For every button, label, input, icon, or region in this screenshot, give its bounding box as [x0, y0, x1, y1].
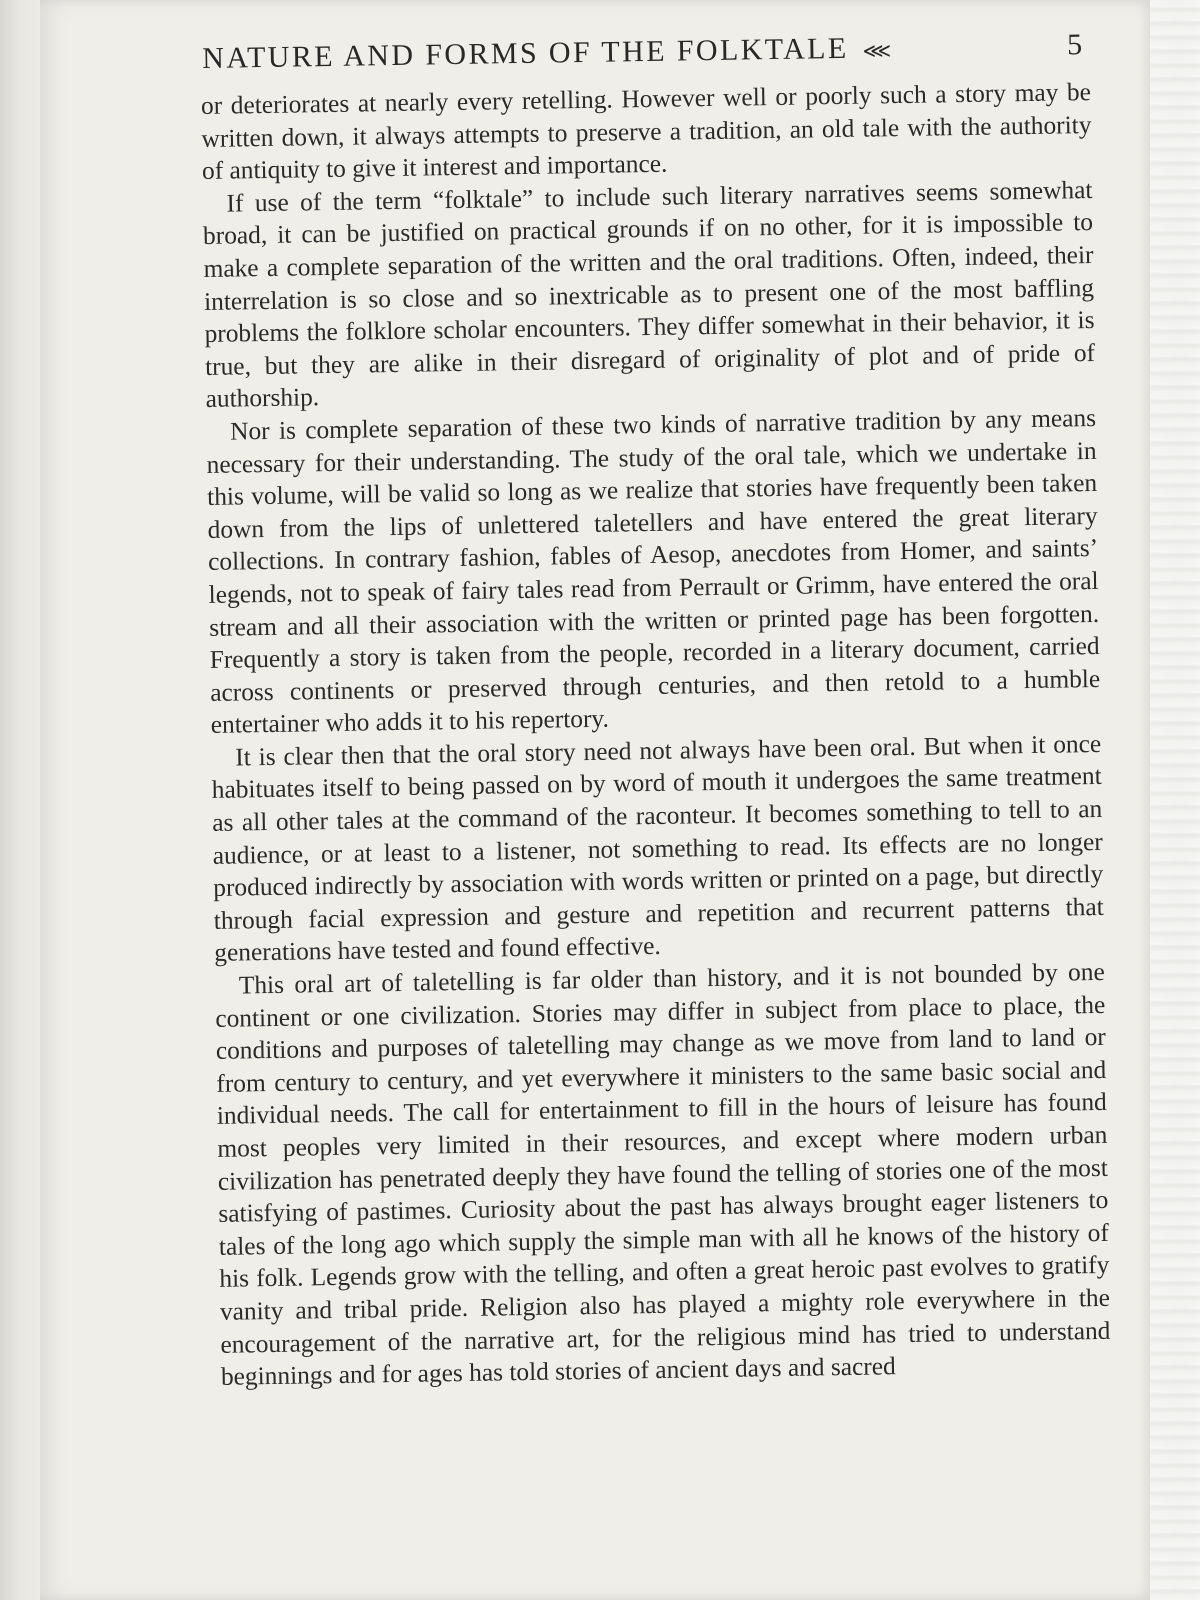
running-head: [200, 28, 1090, 76]
page-stack-edge: [1150, 0, 1200, 1600]
running-head-title: NATURE AND FORMS OF THE FOLKTALE: [201, 31, 849, 75]
paragraph-3: Nor is complete separation of these two kinds of narrative tradition by any means necessary for their understanding. The study of the oral tale, which we undertake in this volume, will be valid so long as we realize that stories have frequently been taken down from the lips of unlettered taletellers and have entered the great literary collections. In contrary fashion, fables of Aesop, anecdotes from Homer, and saints’ legends, not to speak of fairy tales read from Perrault or Grimm, have entered the oral stream and all their association with the written or printed page has been forgotten. Frequently a story is taken from the people, recorded in a literary document, carried across continents or preserved through centuries, and then retold to a humble entertainer who adds it to his repertory.: [206, 403, 1101, 740]
running-head-title-group: [202, 31, 887, 76]
paragraph-2: If use of the term “folktale” to include such literary narratives seems somewhat broad, it can be justified on practical grounds if on no other, for it is impossible to make a complete separation of the written and the oral traditions. Often, indeed, their interrelation is so close and so inextricable as to present one of the most baffling problems the folklore scholar encounters. They differ somewhat in their behavior, it is true, but they are alike in their disregard of originality of plot and of pride of authorship.: [202, 175, 1096, 414]
page-number: 5: [1066, 28, 1083, 62]
paragraph-1: or deteriorates at nearly every retelling. However well or poorly such a story may be written down, it always attempts to preserve a tradition, an old tale with the authority of antiquity to give it interest and importance.: [200, 78, 1092, 186]
text-block: [200, 28, 1111, 1394]
paragraph-4: It is clear then that the oral story need not always have been oral. But when it once habituates itself to being passed on by word of mouth it undergoes the same treatment as all other tales at the command of the raconteur. It becomes something to tell to an audience, or at least to a listener, not something to read. Its effects are no longer produced indirectly by association with words written or printed on a page, but directly through facial expression and gesture and repetition and recurrent patterns that generations have tested and found effective.: [211, 729, 1104, 968]
ornament-icon: ⋘: [862, 38, 888, 63]
book-page: [40, 0, 1150, 1600]
paragraph-5: This oral art of taletelling is far older than history, and it is not bounded by one continent or one civilization. Stories may differ in subject from place to place, the conditions and purposes of taletelling may change as we move from land to land or from century to century, and yet everywhere it ministers to the same basic social and individual needs. The call for entertainment to fill in the hours of leisure has found most peoples very limited in their resources, and except where modern urban civilization has penetrated deeply they have found the telling of stories one of the most satisfying of pastimes. Curiosity about the past has always brought eager listeners to tales of the long ago which supply the simple man with all he knows of the history of his folk. Legends grow with the telling, and often a great heroic past evolves to gratify vanity and tribal pride. Religion also has played a mighty role everywhere in the encouragement of the narrative art, for the religious mind has tried to understand beginnings and for ages has told stories of ancient days and sacred: [215, 957, 1111, 1391]
